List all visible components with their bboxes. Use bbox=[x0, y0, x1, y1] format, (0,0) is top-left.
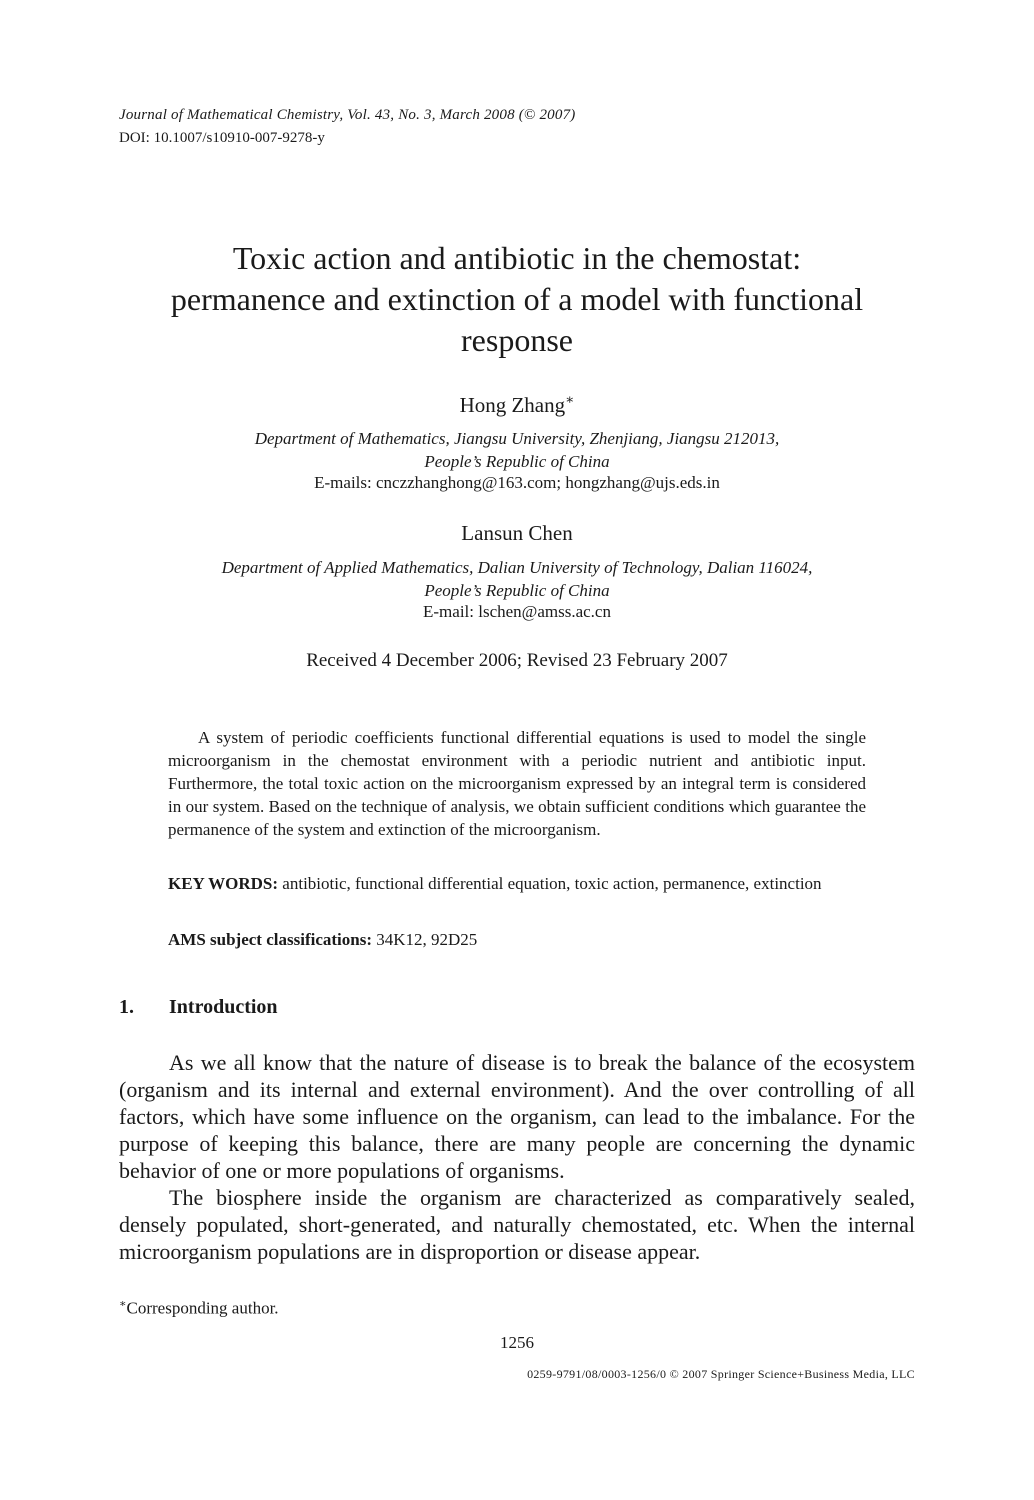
corresponding-mark: ∗ bbox=[565, 392, 575, 407]
section-number: 1. bbox=[119, 996, 134, 1018]
keywords: KEY WORDS: antibiotic, functional differential equation, toxic action, permanence, extinction bbox=[168, 874, 822, 893]
paragraph: The biosphere inside the organism are characterized as comparatively sealed, densely populated, short-generated, and naturally chemostated, etc. When the internal microorganism populations are in disproportion or disease appear. bbox=[119, 1185, 915, 1264]
author-affiliation: Department of Applied Mathematics, Dalian University of Technology, Dalian 116024, People’s Republic of China bbox=[221, 558, 813, 600]
doi-value: : 10.1007/s10910-007-9278-y bbox=[145, 130, 325, 146]
doi-line bbox=[119, 130, 325, 147]
author-email: E-mails: cnczzhanghong@163.com; hongzhang@ujs.eds.in bbox=[314, 473, 720, 492]
ams-label: AMS subject classifications: bbox=[168, 930, 372, 949]
copyright-line: 0259-9791/08/0003-1256/0 © 2007 Springer Science+Business Media, LLC bbox=[527, 1367, 915, 1381]
author-email: E-mail: lschen@amss.ac.cn bbox=[423, 602, 611, 621]
received-dates: Received 4 December 2006; Revised 23 February 2007 bbox=[306, 650, 728, 671]
doi-label: DOI bbox=[119, 130, 146, 146]
body-text bbox=[119, 1049, 915, 1265]
paragraph: As we all know that the nature of disease is to break the balance of the ecosystem (organism and its internal and external environment). And the over controlling of all factors, which have some influence on the organism, can lead to the imbalance. For the purpose of keeping this balance, there are many people are concerning the dynamic behavior of one or more populations of organisms. bbox=[119, 1050, 915, 1183]
page-number: 1256 bbox=[500, 1333, 534, 1352]
footnote: ∗Corresponding author. bbox=[119, 1298, 279, 1318]
author-affiliation: Department of Mathematics, Jiangsu University, Zhenjiang, Jiangsu 212013, People’s Republic of China bbox=[254, 429, 780, 471]
title-line: Toxic action and antibiotic in the chemostat: bbox=[232, 240, 802, 276]
title-line: permanence and extinction of a model with functional bbox=[170, 281, 864, 317]
abstract: A system of periodic coefficients functional differential equations is used to model the single microorganism in the chemostat environment with a periodic nutrient and antibiotic input. Furthermore, the total toxic action on the microorganism expressed by an integral term is considered in our system. Based on the technique of analysis, we obtain sufficient conditions which guarantee the permanence of the system and extinction of the microorganism. bbox=[168, 728, 866, 839]
journal-citation: Journal of Mathematical Chemistry, Vol. 43, No. 3, March 2008 (© 2007) bbox=[119, 107, 576, 123]
author-name: Hong Zhang∗ bbox=[459, 392, 575, 417]
footnote-mark: ∗ bbox=[119, 1298, 127, 1310]
keywords-label: KEY WORDS: bbox=[168, 874, 279, 893]
ams-classification: AMS subject classifications: 34K12, 92D25 bbox=[168, 930, 478, 949]
paper-title bbox=[100, 238, 934, 361]
title-line: response bbox=[461, 322, 573, 358]
section-heading bbox=[119, 996, 278, 1019]
section-title: Introduction bbox=[169, 996, 278, 1018]
author-name: Lansun Chen bbox=[461, 521, 573, 545]
